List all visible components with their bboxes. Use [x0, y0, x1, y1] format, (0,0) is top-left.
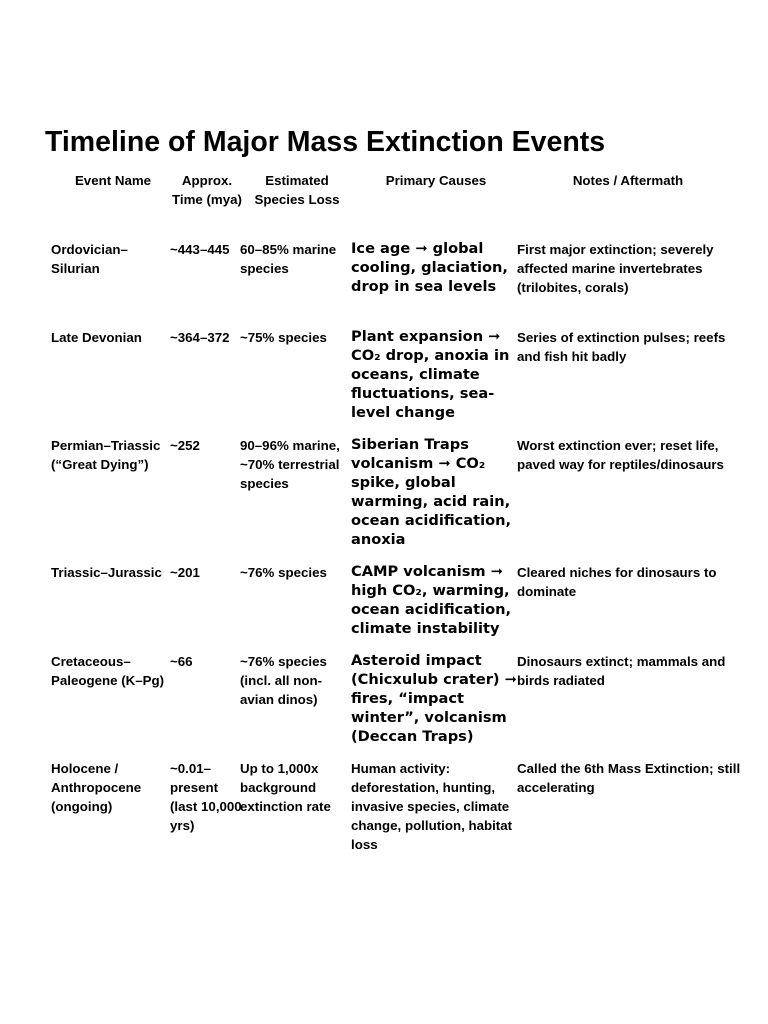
primary-causes: Human activity: deforestation, hunting, invasive species, climate change, pollution, habitat loss: [351, 761, 513, 852]
primary-causes: Ice age ➞ global cooling, glaciation, drop in sea levels: [351, 240, 508, 295]
event-name: Holocene / Anthropocene (ongoing): [51, 761, 142, 814]
species-loss: 90–96% marine, ~70% terrestrial species: [240, 438, 340, 491]
notes-aftermath: Worst extinction ever; reset life, paved way for reptiles/dinosaurs: [517, 438, 724, 472]
header-notes: Notes / Aftermath: [572, 173, 684, 188]
species-loss: ~75% species: [240, 330, 327, 345]
approx-time: ~252: [170, 438, 200, 453]
header-species-loss: Estimated Species Loss: [254, 173, 340, 207]
event-name: Late Devonian: [51, 330, 142, 345]
approx-time: ~201: [170, 565, 200, 580]
species-loss: 60–85% marine species: [240, 242, 337, 276]
species-loss: ~76% species (incl. all non-avian dinos): [240, 654, 327, 707]
notes-aftermath: First major extinction; severely affected marine invertebrates (trilobites, corals): [517, 242, 714, 295]
notes-aftermath: Called the 6th Mass Extinction; still accelerating: [517, 761, 741, 795]
event-name: Permian–Triassic (“Great Dying”): [51, 438, 161, 472]
primary-causes: CAMP volcanism ➞ high CO₂, warming, ocean acidification, climate instability: [351, 563, 512, 637]
primary-causes: Asteroid impact (Chicxulub crater) ➞ fires, “impact winter”, volcanism (Deccan Traps): [351, 652, 517, 745]
notes-aftermath: Dinosaurs extinct; mammals and birds radiated: [517, 654, 726, 688]
notes-aftermath: Cleared niches for dinosaurs to dominate: [517, 565, 717, 599]
event-name: Ordovician–Silurian: [51, 242, 128, 276]
species-loss: ~76% species: [240, 565, 327, 580]
primary-causes: Plant expansion ➞ CO₂ drop, anoxia in oceans, climate fluctuations, sea-level change: [351, 328, 510, 421]
approx-time: ~443–445: [170, 242, 230, 257]
header-event-name: Event Name: [74, 173, 152, 188]
approx-time: ~0.01–present (last 10,000 yrs): [170, 761, 242, 833]
approx-time: ~66: [170, 654, 193, 669]
header-approx-time: Approx. Time (mya): [172, 173, 242, 207]
event-name: Triassic–Jurassic: [51, 565, 162, 580]
primary-causes: Siberian Traps volcanism ➞ CO₂ spike, global warming, acid rain, ocean acidification, anoxia: [351, 436, 512, 548]
species-loss: Up to 1,000x background extinction rate: [240, 761, 331, 814]
page-title: Timeline of Major Mass Extinction Events: [45, 126, 606, 158]
approx-time: ~364–372: [170, 330, 230, 345]
notes-aftermath: Series of extinction pulses; reefs and fish hit badly: [517, 330, 726, 364]
header-primary-causes: Primary Causes: [385, 173, 487, 188]
event-name: Cretaceous–Paleogene (K–Pg): [51, 654, 165, 688]
